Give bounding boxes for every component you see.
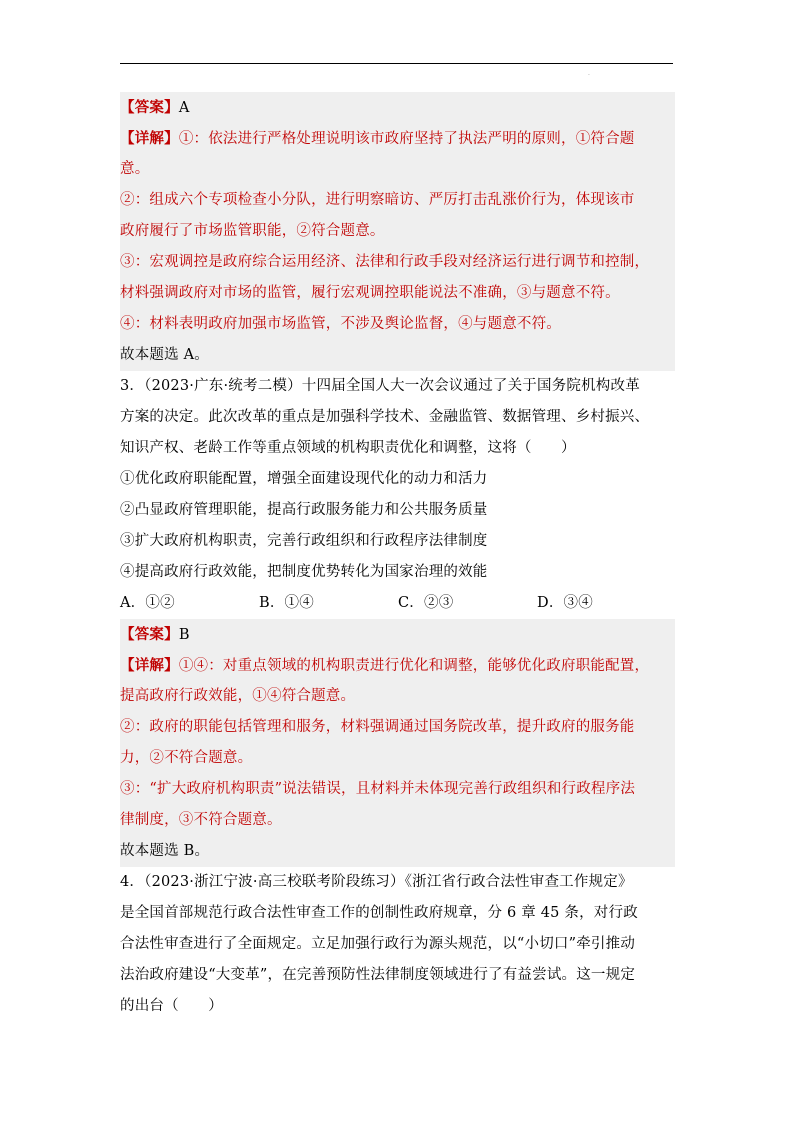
detail-label: 【详解】 xyxy=(120,657,179,674)
detail-line: ③：“扩大政府机构职责”说法错误，且材料并未体现完善行政组织和行政程序法 xyxy=(120,774,675,805)
answer-line xyxy=(120,619,675,650)
statement-item: ③扩大政府机构职责，完善行政组织和行政程序法律制度 xyxy=(120,533,488,549)
options-row xyxy=(120,588,675,619)
answer-value: B xyxy=(178,627,190,643)
answer-line xyxy=(120,92,675,123)
detail-line xyxy=(120,650,675,681)
question-stem-line: 法治政府建设“大变革”，在完善预防性法律制度领域进行了有益尝试。这一规定 xyxy=(120,967,636,983)
statement-item: ②凸显政府管理职能，提高行政服务能力和公共服务质量 xyxy=(120,502,488,518)
detail-line: ③：宏观调控是政府综合运用经济、法律和行政手段对经济运行进行调节和控制， xyxy=(120,247,675,278)
corner-mark: . xyxy=(588,70,590,77)
detail-line: 材料强调政府对市场的监管，履行宏观调控职能说法不准确，③与题意不符。 xyxy=(120,278,675,309)
question-stem-line: 方案的决定。此次改革的重点是加强科学技术、金融监管、数据管理、乡村振兴、 xyxy=(120,409,650,425)
option-b: B．①④ xyxy=(259,595,314,611)
detail-label: 【详解】 xyxy=(120,130,179,147)
detail-line: 律制度，③不符合题意。 xyxy=(120,805,675,836)
detail-line: ②：政府的职能包括管理和服务，材料强调通过国务院改革，提升政府的服务能 xyxy=(120,712,675,743)
statement-item: ①优化政府职能配置，增强全面建设现代化的动力和活力 xyxy=(120,471,488,487)
detail-line: 政府履行了市场监管职能，②符合题意。 xyxy=(120,216,675,247)
detail-line xyxy=(120,123,675,154)
option-c: C．②③ xyxy=(398,595,454,611)
document-body xyxy=(120,92,675,1022)
detail-line: ②：组成六个专项检查小分队，进行明察暗访、严厉打击乱涨价行为，体现该市 xyxy=(120,185,675,216)
detail-line: 力，②不符合题意。 xyxy=(120,743,675,774)
detail-line: 提高政府行政效能，①④符合题意。 xyxy=(120,681,675,712)
answer-value: A xyxy=(178,100,190,116)
question-stem-line: 4．（2023·浙江宁波·高三校联考阶段练习）《浙江省行政合法性审查工作规定》 xyxy=(120,874,633,890)
detail-text: ①④：对重点领域的机构职责进行优化和调整，能够优化政府职能配置， xyxy=(178,658,650,674)
question-3 xyxy=(120,371,675,619)
detail-line: ④：材料表明政府加强市场监管，不涉及舆论监督，④与题意不符。 xyxy=(120,309,675,340)
question-stem-line: 是全国首部规范行政合法性审查工作的创制性政府规章，分 6 章 45 条，对行政 xyxy=(120,905,638,921)
question-stem-line: 的出台（ ） xyxy=(120,998,223,1014)
question-4 xyxy=(120,867,675,1022)
statement-item: ④提高政府行政效能，把制度优势转化为国家治理的效能 xyxy=(120,564,488,580)
question-stem-line: 知识产权、老龄工作等重点领域的机构职责优化和调整，这将（ ） xyxy=(120,440,576,456)
question-stem-line: 3．（2023·广东·统考二模）十四届全国人大一次会议通过了关于国务院机构改革 xyxy=(120,378,640,394)
header-rule xyxy=(120,63,673,64)
answer-block-1 xyxy=(120,92,675,371)
conclusion-line: 故本题选 A。 xyxy=(120,340,675,371)
option-d: D．③④ xyxy=(537,595,593,611)
question-stem-line: 合法性审查进行了全面规定。立足加强行政行为源头规范，以“小切口”牵引推动 xyxy=(120,936,636,952)
conclusion-line: 故本题选 B。 xyxy=(120,836,675,867)
answer-label: 【答案】 xyxy=(120,99,179,116)
option-a: A．①② xyxy=(120,595,175,611)
answer-label: 【答案】 xyxy=(120,626,179,643)
detail-text: ①：依法进行严格处理说明该市政府坚持了执法严明的原则，①符合题 xyxy=(178,131,635,147)
answer-block-2 xyxy=(120,619,675,867)
detail-line: 意。 xyxy=(120,154,675,185)
